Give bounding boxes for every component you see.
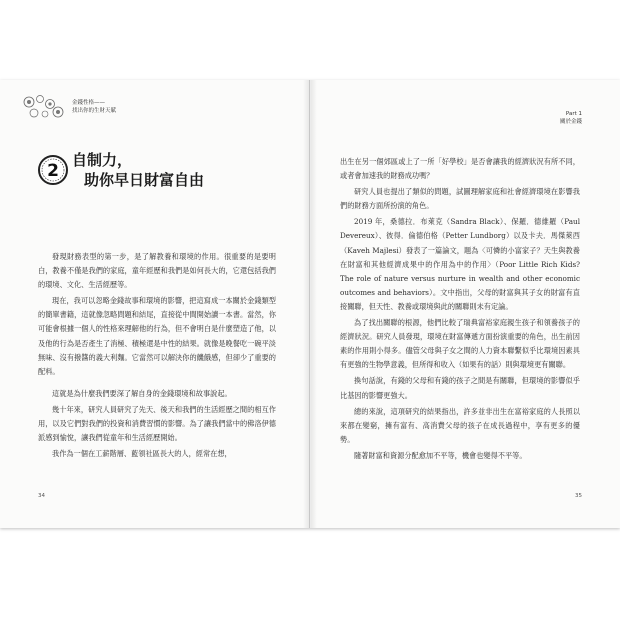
part-label: Part 1 xyxy=(565,111,582,117)
page-number-left: 34 xyxy=(38,493,45,499)
paragraph: 這就是為什麼我們要深了解自身的金錢環境和故事說起。 xyxy=(52,388,232,398)
chapter-title-line2: 助你早日財富自由 xyxy=(84,171,205,189)
paragraph: 研究人員也提出了類似的問題，試圖理解家庭和社會經濟環境在影響我們的財務方面所扮演的角色。 xyxy=(340,187,580,211)
paragraph: 換句話說，有錢的父母和有錢的孩子之間是有關聯，但環境的影響似乎比基因的影響更強大。 xyxy=(340,376,580,400)
running-header-left xyxy=(20,93,116,121)
paragraph: 發現財務表型的第一步，是了解教養和環境的作用。很重要的是要明白，教養不僅是我們的家庭，童年經歷和我們是如何長大的，它還包括我們的環境、文化、生活經歷等。 xyxy=(38,252,276,290)
chapter-title-line1: 自制力， xyxy=(72,151,133,169)
book-title-header xyxy=(72,99,116,115)
paragraph: 幾十年來，研究人員研究了先天、後天和我們的生活經歷之間的相互作用，以及它們對我們的投資和消費習慣的影響。為了讓我們當中的佛洛伊德派感到愉悅，讓我們從童年和生活經歷開始。 xyxy=(38,404,276,443)
paragraph: 現在，我可以忽略金錢故事和環境的影響，把這寫成一本關於金錢類型的簡單書籍，這就像忽略問題和結尾，直接從中間開始讀一本書。當然，你可能會根據一個人的性格來理解他的行為，但不會明白是什麼塑造了他，以及他的行為是否產生了消極、積極還是中性的結果。就像是晚餐吃一碗平淡無味、沒有撥醬的義大利麵。它當然可以解決你的饑餓感，但卻少了重要的配料。 xyxy=(38,296,276,376)
left-page xyxy=(0,80,310,528)
coin-stack-emblem-icon xyxy=(20,93,68,121)
left-body-text xyxy=(38,250,276,463)
book-gutter-shadow xyxy=(303,80,317,528)
book-title-line2: 找出你的生財天賦 xyxy=(72,108,117,114)
page-number-right: 35 xyxy=(575,493,582,499)
chapter-number-badge xyxy=(38,155,68,185)
paragraph: 隨著財富和資源分配愈加不平等，機會也變得不平等。 xyxy=(354,450,527,460)
paragraph: 我作為一個在工薪階層、藍領社區長大的人，經常在想， xyxy=(52,449,232,459)
book-title-line1: 金錢性格—— xyxy=(72,100,106,106)
paragraph: 2019 年，桑德拉．布萊克（Sandra Black）、保羅．德維羅（Paul Devereux）、彼得．倫德伯格（Petter Lundborg）以及卡夫．馬傑萊西（Kaveh Majlesi）發表了一篇論文，題為〈可憐的小富家子？天生與教養在財富和其他經濟成果中的作用為中的作用〉（Poor Little Rich Kids? The role of nature versus nurture in wealth and other economic outcomes and behaviors）。文中指出，父母的財富與其子女的財富有直接關聯，但天性、教養或環境與此的關聯則未有定論。 xyxy=(340,217,580,311)
chapter-heading xyxy=(38,150,204,190)
running-header-right xyxy=(560,110,582,126)
paragraph: 為了找出關聯的根源，他們比較了瑞典富裕家庭親生孩子和領養孩子的經濟狀況。研究人員發現，環境在財富傳遞方面扮演重要的角色，出生前因素的作用則小得多。儘管父母與子女之間的人力資本聯繫似乎比環境因素具有更強的生物學意義，但所得和收入（如果有的話）則與環境更有關聯。 xyxy=(340,318,580,370)
paragraph: 總的來說，這項研究的結果指出，許多並非出生在富裕家庭的人長照以來都在變窮，擁有富有、高消費父母的孩子在成長過程中，享有更多的優勢。 xyxy=(340,406,580,444)
chapter-number: 2 xyxy=(47,161,59,181)
chapter-title xyxy=(72,150,204,190)
book-spread xyxy=(0,80,620,528)
part-title: 關於金錢 xyxy=(559,119,582,125)
right-body-text xyxy=(340,155,580,465)
paragraph: 出生在另一個郊區或上了一所「好學校」是否會讓我的經濟狀況有所不同，或者會加速我的財務成功嗎？ xyxy=(340,157,580,181)
